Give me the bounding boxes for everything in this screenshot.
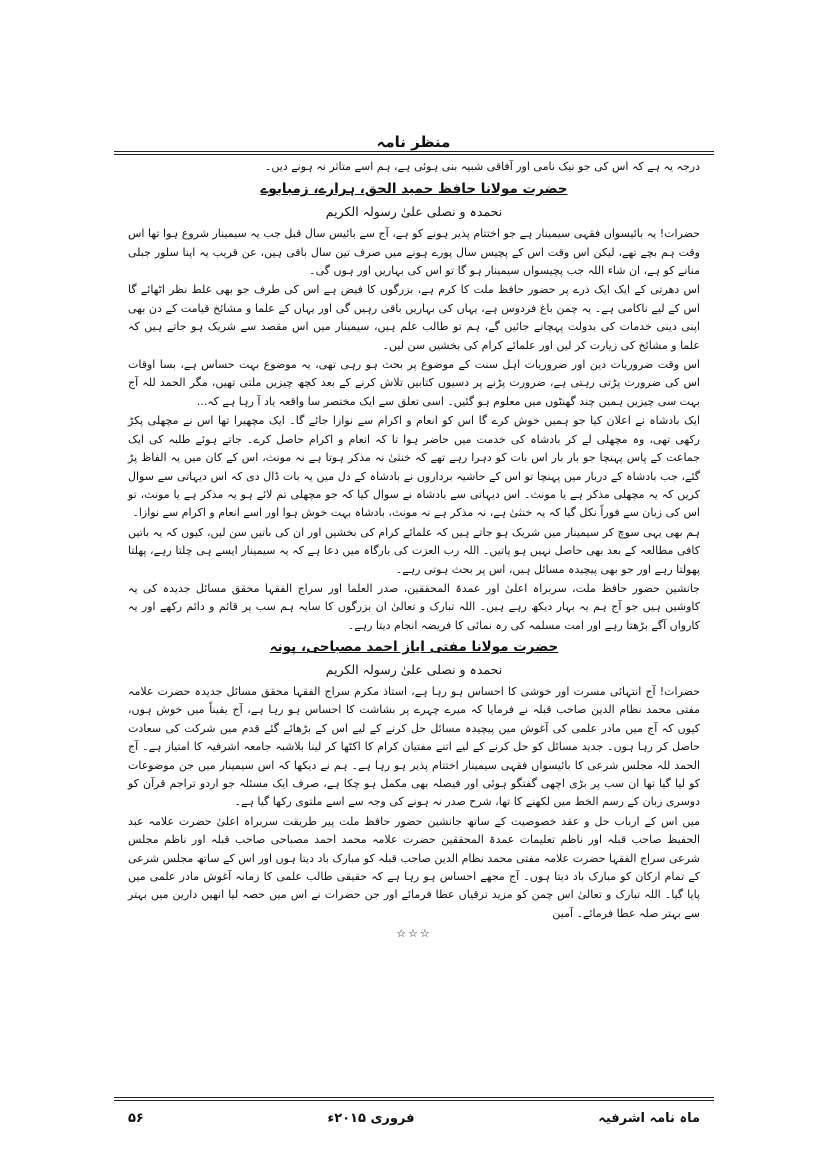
body-paragraph: ایک بادشاہ نے اعلان کیا جو ہمیں خوش کرے گا اس کو انعام و اکرام سے نوازا جائے گا۔ ایک مچھیرا تھا اس نے مچھلی پکڑ رکھی تھی، وہ مچھلی لے کر بادشاہ کی خدمت میں حاضر ہوا تا کہ انعام و اکرام حاصل کرے۔ جاتے ہوئے طلبہ کی ایک جماعت کے پاس پہنچا جو بار بار اس بات کو دہرا رہے تھے کہ خنثیٰ نہ مذکر ہوتا ہے نہ مونث، اس کے کان میں یہ الفاظ پڑ گئے، جب بادشاہ کے دربار میں پہنچا تو اس کے حاشیہ برداروں نے بادشاہ کے دل میں یہ بات ڈال دی کہ اس دیہاتی سے سوال کریں کہ یہ مچھلی مذکر ہے یا مونث۔ اس دیہاتی سے بادشاہ نے سوال کیا کہ جو مچھلی تم لائے ہو یہ مذکر ہے یا مونث، تو اس کی زبان سے فوراً نکل گیا کہ یہ خنثیٰ ہے، نہ مذکر ہے نہ مونث، بادشاہ بہت خوش ہوا اور اسے انعام و اکرام سے نوازا۔ [128, 414, 700, 520]
running-header-title: منظر نامہ [376, 133, 451, 151]
invocation-line: نحمدہ و نصلی علیٰ رسولہ الکریم [325, 203, 503, 219]
body-paragraph: اس وقت ضروریات دین اور ضروریات اہل سنت کے موضوع پر بحث ہو رہی تھی، یہ موضوع بہت حساس ہے، بسا اوقات اس کی ضرورت پڑتی رہتی ہے، ضرورت پڑنے پر دسیوں کتابیں تلاش کرنے کے بعد کچھ چیزیں ملتی تھیں، مگر الحمد للہ آج بہت سی چیزیں ہمیں چند گھنٹوں میں معلوم ہو گئیں۔ اسی تعلق سے ایک مختصر سا واقعہ یاد آ رہا ہے کہ... [128, 358, 700, 408]
body-paragraph: میں اس کے ارباب حل و عقد خصوصیت کے ساتھ جانشین حضور حافظ ملت پیر طریقت سربراہ اعلیٰ حضرت علامہ عبد الحفیظ صاحب قبلہ اور ناظم تعلیمات عمدۃ المحققین حضرت علامہ محمد احمد مصباحی صاحب قبلہ اور ناظم مجلس شرعی سراج الفقہا حضرت علامہ مفتی محمد نظام الدین صاحب قبلہ کو مبارک باد دیتا ہوں اور اس کے ساتھ مجلس شرعی کے تمام ارکان کو مبارک باد دیتا ہوں۔ آج مجھے احساس ہو رہا ہے کہ حقیقی طالب علمی کا زمانہ آغوش مادر علمی میں پایا گیا۔ اللہ تبارک و تعالیٰ اس چمن کو مزید ترقیاں عطا فرمائے اور جن حضرات نے اس میں حصہ لیا انھیں دارین میں بہتر سے بہتر صلہ عطا فرمائے۔ آمین [128, 814, 700, 920]
footer-rule-bottom [114, 1100, 714, 1101]
article-body [128, 158, 700, 944]
section-speech-1 [128, 180, 700, 635]
header-rule-bottom [114, 154, 714, 155]
body-paragraph: ہم بھی یہی سوچ کر سیمینار میں شریک ہو جاتے ہیں کہ علمائے کرام کی بخشیں اور ان کی باتیں سن لیں، کیوں کہ یہ باتیں کافی مطالعہ کے بعد بھی حاصل نہیں ہو پاتیں۔ اللہ رب العزت کی بارگاہ میں دعا ہے کہ یہ سیمینار ایسے ہی چلتا رہے، پھلتا پھولتا رہے اور جو بھی پیچیدہ مسائل ہیں، اس پر بحث ہوتی رہے۔ [128, 525, 700, 576]
footer-rule-top [114, 1097, 714, 1098]
speaker-heading: حضرت مولانا حافظ حمید الحق، ہرارے، زمبابوے [260, 181, 568, 198]
footer-page-number: ۵۶ [128, 1110, 144, 1126]
speaker-heading: حضرت مولانا مفتی ایاز احمد مصباحی، پونہ [269, 639, 559, 656]
body-paragraph: حضرات! آج انتہائی مسرت اور خوشی کا احساس ہو رہا ہے، استاذ مکرم سراج الفقہا محقق مسائل جدیدہ حضرت علامہ مفتی محمد نظام الدین صاحب قبلہ نے فرمایا کہ میرے چہرے پر بشاشت کا احساس ہو رہا ہے، آج یقیناً میں خوش ہوں، کیوں کہ آج میں مادر علمی کی آغوش میں پیچیدہ مسائل حل کرنے کے لیے اس کے بڑھائے گئے قدم میں شرکت کی سعادت حاصل کر رہا ہوں۔ جدید مسائل کو حل کرنے کے لیے اتنے مفتیان کرام کا اکٹھا کر لینا بلاشبہ جامعہ اشرفیہ کا امتیاز ہے۔ آج الحمد للہ مجلس شرعی کا بائیسواں فقہی سیمینار اختتام پذیر ہو رہا ہے۔ ہم نے دیکھا کہ اس سیمینار میں جن موضوعات کو لیا گیا تھا ان سب پر بڑی اچھی گفتگو ہوئی اور فیصلہ بھی مکمل ہو چکا ہے، صرف ایک مسئلہ جو اردو تراجم قرآن کو دوسری زبان کے رسم الخط میں لکھنے کا تھا، شرح صدر نہ ہونے کی وجہ سے اسے ملتوی رکھا گیا ہے۔ [128, 684, 700, 809]
continued-paragraph: درجہ یہ ہے کہ اس کی جو نیک نامی اور آفاقی شبیہ بنی ہوئی ہے، ہم اسے متاثر نہ ہونے دیں۔ [264, 160, 700, 173]
body-paragraph: حضرات! یہ بائیسواں فقہی سیمینار ہے جو اختتام پذیر ہونے کو ہے، آج سے بائیس سال قبل جب یہ سیمینار شروع ہوا تھا اس وقت ہم بچے تھے، لیکن اس وقت اس کے پچیس سال پورے ہونے میں صرف تین سال باقی ہیں، عن قریب یہ اپنا سلور جبلی منانے کو ہے، ان شاء اللہ جب پچیسواں سیمینار ہو گا تو اس کی بہاریں اور ہوں گی۔ [128, 227, 700, 278]
invocation-line: نحمدہ و نصلی علیٰ رسولہ الکریم [325, 661, 503, 677]
footer-issue-date: فروری ۲۰۱۵ء [327, 1110, 415, 1126]
body-paragraph: اس دھرتی کے ایک ایک ذرے پر حضور حافظ ملت کا کرم ہے، بزرگوں کا فیض ہے اس کی طرف جو بھی غلط نظر اٹھائے گا اس کے لیے ناکامی ہے۔ یہ چمن باغ فردوس ہے، یہاں کی بہاریں باقی رہیں گی اور یہاں کے علما و مشائخ قیامت کے دن بھی اپنی دینی خدمات کی بدولت پہچانے جائیں گے، ہم تو طالب علم ہیں، سیمینار میں اس مقصد سے شریک ہو جاتے ہیں کہ علما و مشائخ کی زیارت کر لیں اور علمائے کرام کی بخشیں سن لیں۔ [128, 283, 700, 352]
body-paragraph: جانشین حضور حافظ ملت، سربراہ اعلیٰ اور عمدۃ المحققین، صدر العلما اور سراج الفقہا محقق مسائل جدیدہ کی یہ کاوشیں ہیں جو آج ہم یہ بہار دیکھ رہے ہیں۔ اللہ تبارک و تعالیٰ ان بزرگوں کا سایہ ہم سب پر قائم و دائم رکھے اور یہ کارواں آگے بڑھتا رہے اور امت مسلمہ کی رہ نمائی کا فریضہ انجام دیتا رہے۔ [128, 581, 700, 632]
page-footer [128, 1107, 700, 1129]
header-rule-top [114, 151, 714, 152]
end-mark-stars: ☆☆☆ [396, 927, 432, 941]
footer-magazine-name: ماہ نامہ اشرفیہ [598, 1110, 700, 1126]
section-speech-2 [128, 638, 700, 923]
